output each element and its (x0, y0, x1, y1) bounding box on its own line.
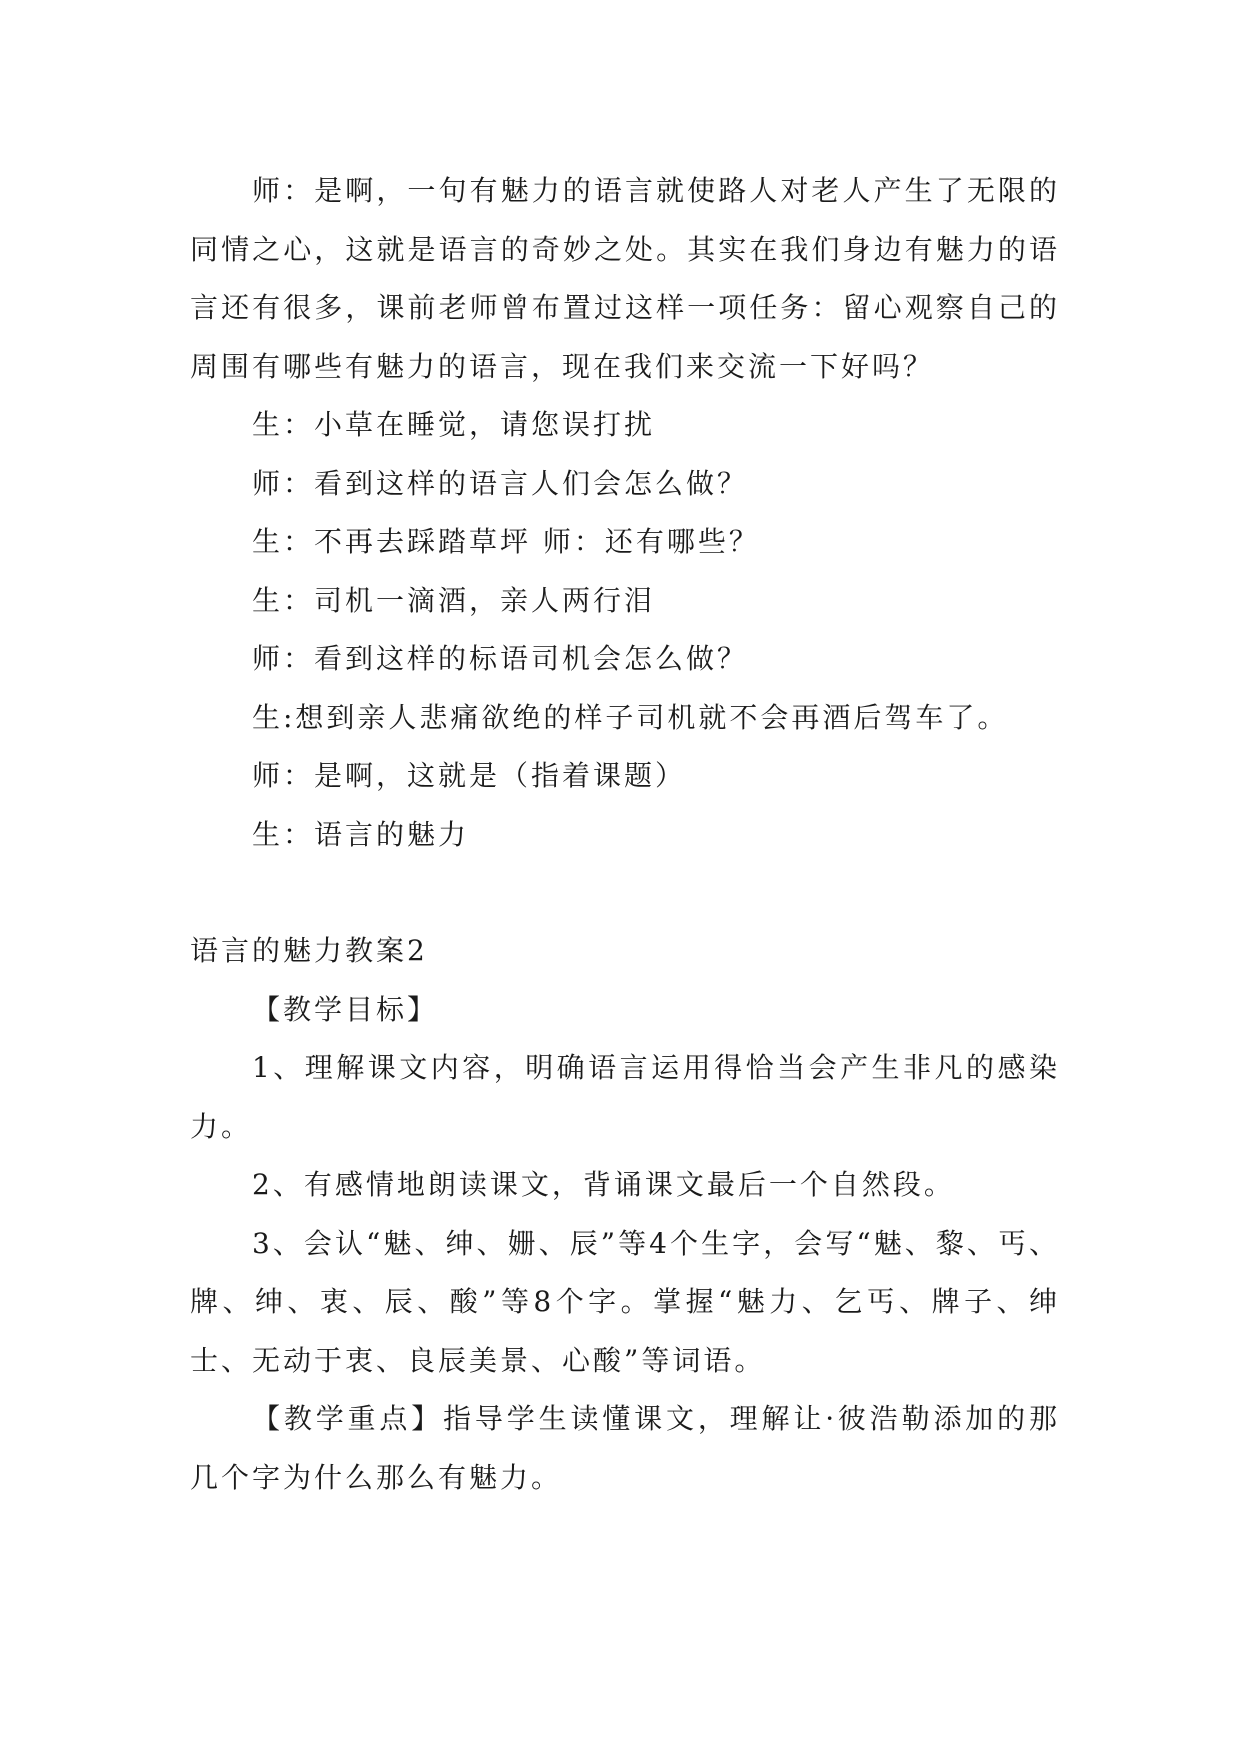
goal-item-1: 1、理解课文内容，明确语言运用得恰当会产生非凡的感染力。 (190, 1051, 1060, 1143)
paragraph-student-2: 生：不再去踩踏草坪 师：还有哪些？ (252, 525, 760, 558)
paragraph-teacher-intro: 师：是啊，一句有魅力的语言就使路人对老人产生了无限的同情之心，这就是语言的奇妙之处。其实在我们身边有魅力的语言还有很多，课前老师曾布置过这样一项任务：留心观察自己的周围有哪些有魅力的语言，现在我们来交流一下好吗？ (190, 174, 1060, 383)
paragraph-teacher-3: 师：是啊，这就是（指着课题） (252, 759, 687, 792)
paragraph-student-5: 生：语言的魅力 (252, 817, 470, 851)
paragraph-student-3: 生：司机一滴酒，亲人两行泪 (252, 583, 656, 617)
paragraph-student-4: 生:想到亲人悲痛欲绝的样子司机就不会再酒后驾车了。 (252, 700, 1009, 734)
goal-item-3: 3、会认“魅、绅、姗、辰”等4个生字，会写“魅、黎、丐、牌、绅、衷、辰、酸”等8个字。掌握“魅力、乞丐、牌子、绅士、无动于衷、良辰美景、心酸”等词语。 (190, 1226, 1060, 1377)
goal-item-2: 2、有感情地朗读课文，背诵课文最后一个自然段。 (252, 1168, 955, 1201)
goals-label: 【教学目标】 (252, 992, 439, 1026)
paragraph-teacher-1: 师：看到这样的语言人们会怎么做？ (252, 466, 749, 500)
section-spacer (190, 864, 1060, 922)
paragraph-student-1: 生：小草在睡觉，请您误打扰 (252, 408, 656, 441)
key-point: 【教学重点】指导学生读懂课文，理解让·彼浩勒添加的那几个字为什么那么有魅力。 (190, 1402, 1060, 1494)
paragraph-teacher-2: 师：看到这样的标语司机会怎么做？ (252, 642, 749, 675)
section-heading: 语言的魅力教案2 (190, 934, 428, 967)
document-body (190, 162, 1060, 1507)
